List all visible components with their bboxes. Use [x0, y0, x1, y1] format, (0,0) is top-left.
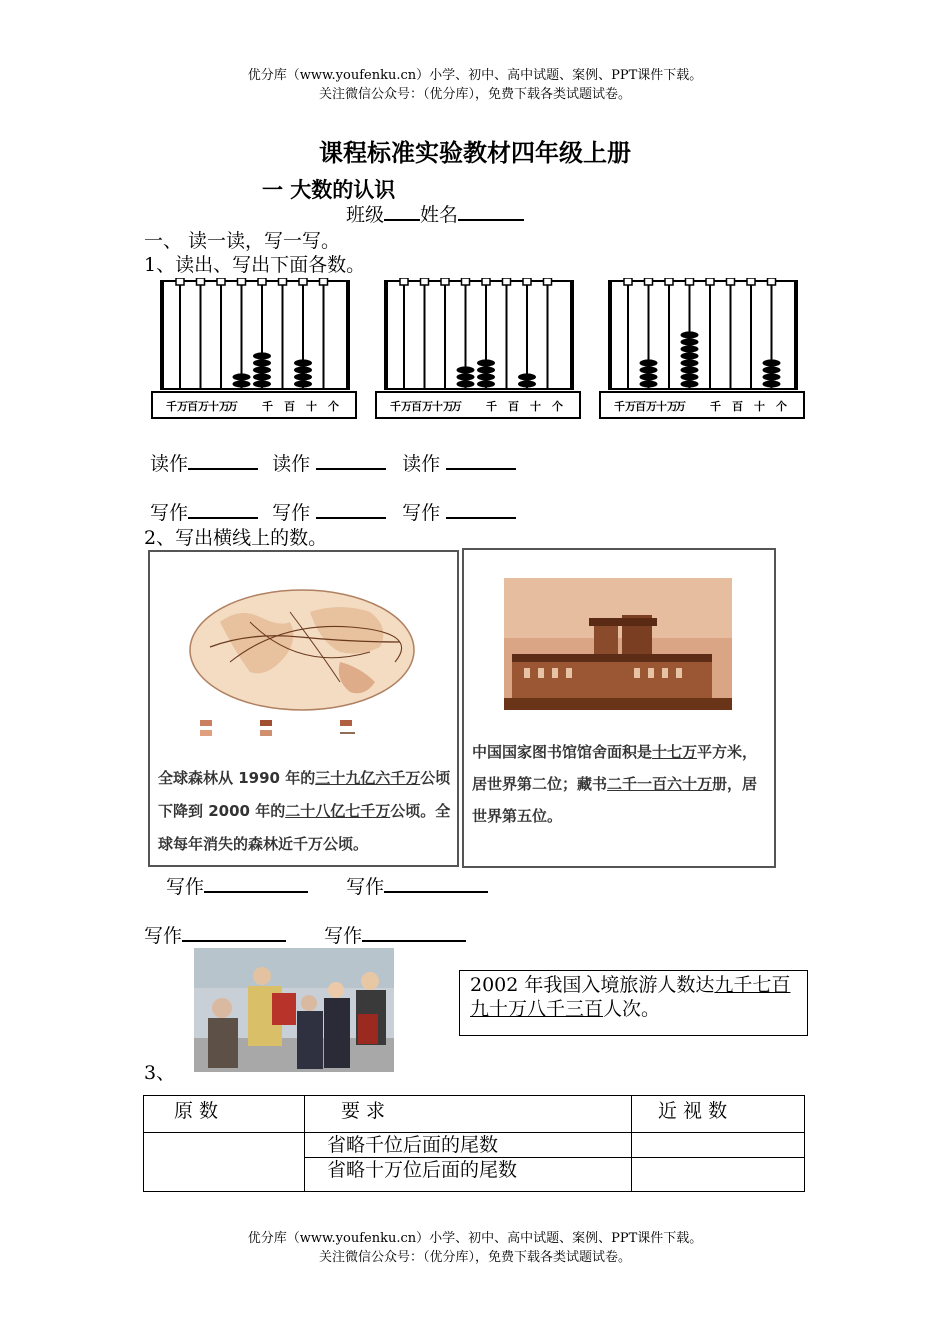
rounding-table	[143, 1095, 805, 1192]
abacus-bead	[477, 366, 495, 373]
class-label: 班级	[346, 204, 385, 226]
table-header-requirement: 要 求	[305, 1096, 632, 1133]
forest-text	[158, 762, 453, 861]
abacus-bead	[681, 366, 699, 373]
abacus-bead	[640, 366, 658, 373]
forest-text-2: 公顷下降到 2000 年的	[158, 769, 451, 820]
approx-cell-2[interactable]	[632, 1158, 805, 1192]
table-header-approx: 近 视 数	[632, 1096, 805, 1133]
abacus-bead	[294, 373, 312, 380]
abacus-side-post	[570, 281, 574, 389]
abacus-bead	[294, 366, 312, 373]
abacus-rod-cap	[768, 278, 776, 285]
abacus-rod-cap	[462, 278, 470, 285]
tourism-text-1: 2002 年我国入境旅游人数达	[470, 974, 715, 996]
abacus-side-post	[160, 281, 164, 389]
abacus-bead	[233, 373, 251, 380]
abacus-place-label: 十	[754, 400, 765, 413]
abacus-bead	[253, 359, 271, 366]
abacus-rod-cap	[482, 278, 490, 285]
abacus-bead	[253, 352, 271, 359]
header-line-2: 关注微信公众号：（优分库），免费下载各类试题试卷。	[318, 87, 631, 102]
abacus-place-label: 十	[530, 400, 541, 413]
abacus-bead	[763, 366, 781, 373]
abacus-side-post	[608, 281, 612, 389]
write-blank-2[interactable]	[316, 501, 386, 519]
abacus-bead	[681, 352, 699, 359]
abacus-rod-cap	[217, 278, 225, 285]
abacus-bead	[763, 380, 781, 387]
write-blank-3[interactable]	[446, 501, 516, 519]
page-title: 课程标准实验教材四年级上册	[319, 139, 631, 167]
abacus-1	[150, 278, 360, 424]
abacus-place-label: 百	[284, 400, 295, 413]
abacus-bead	[681, 331, 699, 338]
requirement-cell-2: 省略十万位后面的尾数	[305, 1158, 632, 1192]
world-map-image	[150, 552, 457, 752]
abacus-bead	[681, 345, 699, 352]
abacus-rod-cap	[665, 278, 673, 285]
abacus-place-label: 百万	[635, 400, 657, 413]
table-header-original: 原 数	[144, 1096, 305, 1133]
abacus-bead	[457, 373, 475, 380]
abacus-rod-cap	[320, 278, 328, 285]
abacus-rod-cap	[238, 278, 246, 285]
write-label-6: 写作	[144, 925, 183, 947]
write-label-1: 写作	[150, 502, 189, 524]
write-blank-5[interactable]	[384, 875, 488, 893]
abacus-bead	[640, 359, 658, 366]
abacus-rod-cap	[279, 278, 287, 285]
abacus-rod-cap	[441, 278, 449, 285]
tourists-photo	[194, 948, 394, 1072]
library-text-2: 平方米，居世界第二位；藏书	[472, 743, 758, 793]
abacus-bead	[294, 380, 312, 387]
abacus-place-label: 个	[776, 400, 787, 413]
question-2: 2、写出横线上的数。	[144, 527, 328, 549]
abacus-rod-cap	[624, 278, 632, 285]
abacus-3	[598, 278, 808, 424]
library-panel	[462, 548, 776, 868]
abacus-bead	[477, 359, 495, 366]
write-blank-1[interactable]	[188, 501, 258, 519]
unit-title: 一 大数的认识	[262, 178, 396, 202]
abacus-bead	[640, 373, 658, 380]
read-label-1: 读作	[150, 453, 189, 475]
abacus-bead	[681, 359, 699, 366]
forest-number-2: 二十八亿七千万	[285, 802, 391, 820]
approx-cell-1[interactable]	[632, 1133, 805, 1158]
write-label-5: 写作	[346, 876, 385, 898]
abacus-place-label: 千万	[166, 400, 188, 413]
abacus-rod-cap	[421, 278, 429, 285]
abacus-bead	[681, 373, 699, 380]
student-info	[346, 200, 524, 227]
tourism-box	[459, 970, 808, 1036]
write-row-3	[144, 921, 466, 948]
class-blank[interactable]	[384, 203, 420, 221]
tourism-text-2: 人次。	[603, 998, 661, 1020]
forest-text-3: 公顷。全球每年消失的森林近千万公顷。	[158, 802, 451, 853]
abacus-place-label: 千万	[390, 400, 412, 413]
abacus-place-label: 百	[508, 400, 519, 413]
forest-panel	[148, 550, 459, 867]
read-row	[150, 449, 516, 476]
abacus-place-label: 千	[710, 400, 721, 413]
write-row	[150, 498, 516, 525]
abacus-side-post	[794, 281, 798, 389]
abacus-side-post	[384, 281, 388, 389]
forest-number-1: 三十九亿六千万	[315, 769, 421, 787]
abacus-place-label: 万	[675, 400, 686, 413]
abacus-bead	[253, 366, 271, 373]
abacus-rod-cap	[197, 278, 205, 285]
abacus-place-label: 千	[486, 400, 497, 413]
abacus-rod-cap	[299, 278, 307, 285]
abacus-rod-cap	[176, 278, 184, 285]
abacus-bead	[253, 380, 271, 387]
abacus-side-post	[346, 281, 350, 389]
abacus-rod-cap	[258, 278, 266, 285]
read-label-3: 读作	[402, 453, 441, 475]
abacus-rod-cap	[523, 278, 531, 285]
abacus-place-label: 百万	[411, 400, 433, 413]
library-number-1: 十七万	[652, 743, 698, 761]
table-row	[144, 1133, 805, 1158]
abacus-bead	[518, 380, 536, 387]
write-label-4: 写作	[166, 876, 205, 898]
abacus-bead	[294, 359, 312, 366]
read-blank-1[interactable]	[188, 452, 258, 470]
abacus-rod-cap	[503, 278, 511, 285]
abacus-place-label: 万	[227, 400, 238, 413]
abacus-bead	[640, 380, 658, 387]
abacus-bead	[253, 373, 271, 380]
abacus-bead	[477, 373, 495, 380]
write-label-2: 写作	[272, 502, 311, 524]
read-blank-3[interactable]	[446, 452, 516, 470]
abacus-rod-cap	[645, 278, 653, 285]
abacus-bead	[681, 338, 699, 345]
read-blank-2[interactable]	[316, 452, 386, 470]
library-text-3: 册，居世界第五位。	[472, 775, 758, 825]
abacus-rod-cap	[400, 278, 408, 285]
abacus-bead	[681, 380, 699, 387]
abacus-bead	[233, 380, 251, 387]
name-label: 姓名	[420, 204, 459, 226]
library-number-2: 二千一百六十万	[607, 775, 713, 793]
table-header-row	[144, 1096, 805, 1133]
abacus-place-label: 十万	[432, 400, 454, 413]
abacus-rod-cap	[544, 278, 552, 285]
abacus-place-label: 十	[306, 400, 317, 413]
abacus-bead	[457, 380, 475, 387]
forest-text-1: 全球森林从 1990 年的	[158, 769, 316, 787]
question-1: 1、读出、写出下面各数。	[144, 254, 366, 276]
original-number-cell[interactable]	[144, 1133, 305, 1192]
name-blank[interactable]	[458, 203, 524, 221]
abacus-place-label: 千	[262, 400, 273, 413]
library-text	[472, 736, 770, 832]
abacus-bead	[518, 373, 536, 380]
write-blank-6[interactable]	[182, 924, 286, 942]
header-line-1: 优分库（www.youfenku.cn）小学、初中、高中试题、案例、PPT课件下载。	[247, 68, 703, 83]
abacus-place-label: 个	[328, 400, 339, 413]
abacus-rod-cap	[686, 278, 694, 285]
abacus-place-label: 个	[552, 400, 563, 413]
abacus-bead	[477, 380, 495, 387]
footer-line-1: 优分库（www.youfenku.cn）小学、初中、高中试题、案例、PPT课件下载。	[247, 1231, 703, 1246]
section-heading: 一、 读一读，写一写。	[144, 230, 341, 252]
question-3: 3、	[144, 1062, 176, 1084]
abacus-rod-cap	[706, 278, 714, 285]
tourism-number: 九千七百九十万八千三百	[470, 974, 791, 1020]
abacus-place-label: 千万	[614, 400, 636, 413]
write-label-3: 写作	[402, 502, 441, 524]
abacus-place-label: 百万	[187, 400, 209, 413]
abacus-rod-cap	[747, 278, 755, 285]
footer-line-2: 关注微信公众号：（优分库），免费下载各类试题试卷。	[318, 1250, 631, 1265]
abacus-place-label: 万	[451, 400, 462, 413]
write-blank-4[interactable]	[204, 875, 308, 893]
abacus-2	[374, 278, 584, 424]
library-text-1: 中国国家图书馆馆舍面积是	[472, 743, 653, 761]
write-label-7: 写作	[324, 925, 363, 947]
abacus-rod-cap	[727, 278, 735, 285]
abacus-bead	[763, 359, 781, 366]
abacus-place-label: 百	[732, 400, 743, 413]
abacus-place-label: 十万	[656, 400, 678, 413]
abacus-bead	[457, 366, 475, 373]
write-row-2	[166, 872, 488, 899]
abacus-place-label: 十万	[208, 400, 230, 413]
abacus-bead	[763, 373, 781, 380]
requirement-cell-1: 省略千位后面的尾数	[305, 1133, 632, 1158]
write-blank-7[interactable]	[362, 924, 466, 942]
read-label-2: 读作	[272, 453, 311, 475]
library-image	[464, 550, 774, 730]
